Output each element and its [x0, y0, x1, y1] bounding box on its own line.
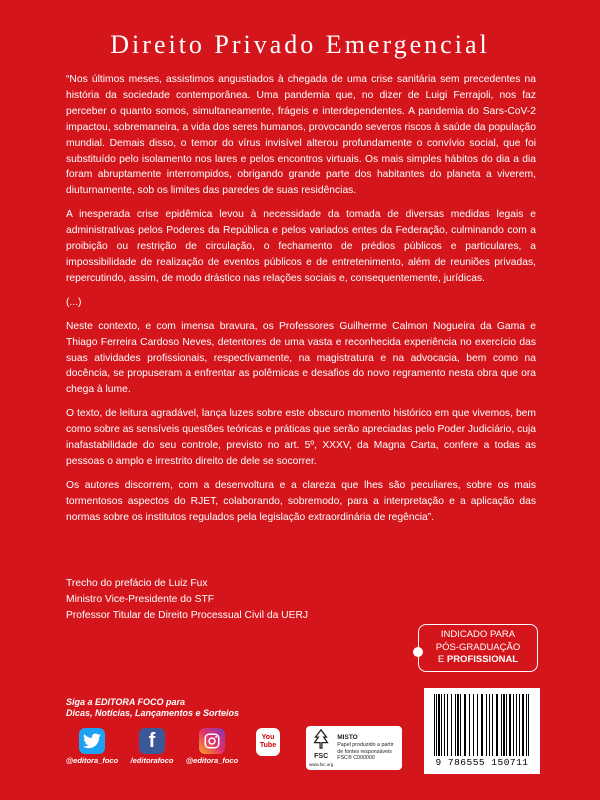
barcode-bar: [516, 694, 517, 756]
isbn-number: 9 786555 150711: [435, 757, 529, 768]
twitter-handle[interactable]: @editora_foco: [65, 756, 119, 765]
barcode-bar: [434, 694, 435, 756]
barcode-bar: [441, 694, 442, 756]
blurb-paragraph: Os autores discorrem, com a desenvoltura e a clareza que lhes são peculiares, sobre os mais tormentosos aspectos do RJET, colaborando, sobremodo, para a interpretação e a aplicação das normas sobre os institutos regulados pela legislação extraordinária de regência”.: [66, 479, 536, 523]
isbn-barcode: [424, 688, 540, 774]
barcode-bar: [436, 694, 437, 756]
blurb-paragraph: (...): [66, 296, 82, 308]
social-promo: [66, 697, 239, 719]
barcode-bar: [473, 694, 474, 756]
fsc-code: FSC® C000000: [337, 755, 375, 761]
instagram-handle[interactable]: @editora_foco: [185, 756, 239, 765]
blurb-paragraph: A inesperada crise epidêmica levou à necessidade da tomada de diversas medidas legais e administrativas pelos Poderes da República e pelos variados entes da Federação, culminando com a proibição ou restrição de circulação, o fechamento de prédios públicos e particulares, a impossibilidade de realização de eventos públicos e de entretenimento, além de reuniões privadas, repercutindo, assim, de modo drástico nas relações sociais e, consequentemente, jurídicas.: [66, 209, 536, 284]
barcode-bar: [509, 694, 511, 756]
barcode-bar: [489, 694, 490, 756]
audience-badge: [418, 624, 538, 672]
barcode-bar: [444, 694, 445, 756]
barcode-bar: [526, 694, 527, 756]
social-promo-line: Dicas, Notícias, Lançamentos e Sorteios: [66, 708, 240, 718]
fsc-label: [333, 735, 399, 762]
barcode-bar: [477, 694, 478, 756]
social-twitter[interactable]: [65, 728, 119, 765]
blurb-paragraph: O texto, de leitura agradável, lança luzes sobre este obscuro momento histórico em que vivemos, bem como sobre as sensíveis questões teóricas e práticas que serão apreciadas pelo Poder Judiciário, cuja inafastabilidade do seu controle, previsto no art. 5º, XXXV, da Magna Carta, confere a todas as pessoas o amplo e irrestrito direito de dele se socorrer.: [66, 408, 536, 467]
barcode-bar: [455, 694, 456, 756]
youtube-label: You Tube: [259, 734, 277, 749]
badge-line: E PROFISSIONAL: [437, 654, 519, 665]
fsc-certification: [306, 726, 402, 770]
barcode-bars: [430, 694, 534, 756]
barcode-bar: [447, 694, 448, 756]
badge-line: INDICADO PARA: [440, 629, 516, 640]
fsc-logo-text: FSC: [314, 752, 329, 760]
fsc-site: www.fsc.org: [309, 761, 334, 767]
blurb-paragraph: Neste contexto, e com imensa bravura, os Professores Guilherme Calmon Nogueira da Gama e Thiago Ferreira Cardoso Neves, detentores de uma vasta e reconhecida experiência no exercício das suas atividades profissionais, respectivamente, na magistratura e na advocacia, bem como na docência, se propuseram a enfrentar as polêmicas e desafios do novo regramento nesta obra que ora chega à lume.: [66, 320, 536, 396]
badge-hole: [413, 647, 423, 657]
barcode-bar: [496, 694, 498, 756]
tree-checkmark-icon: [310, 728, 332, 750]
preface-credits: [66, 576, 308, 624]
fsc-text: Papel produzido a partir de fontes responsáveis: [337, 742, 394, 755]
youtube-icon[interactable]: [256, 728, 280, 756]
social-promo-line: Siga a EDITORA FOCO para: [66, 697, 186, 707]
twitter-icon[interactable]: [79, 728, 105, 754]
barcode-bar: [506, 694, 507, 756]
social-facebook[interactable]: [130, 728, 174, 765]
barcode-bar: [438, 694, 440, 756]
fsc-logo: [309, 728, 333, 769]
barcode-bar: [469, 694, 470, 756]
badge-line: PÓS-GRADUAÇÃO: [435, 641, 521, 653]
credit-line: Trecho do prefácio de Luiz Fux: [66, 578, 208, 589]
fsc-heading: MISTO: [337, 733, 358, 741]
facebook-handle[interactable]: /editorafoco: [130, 756, 174, 765]
barcode-bar: [522, 694, 524, 756]
facebook-icon[interactable]: f: [139, 728, 165, 754]
barcode-bar: [513, 694, 514, 756]
social-youtube[interactable]: [250, 728, 286, 756]
barcode-bar: [501, 694, 502, 756]
blurb-text: [66, 72, 536, 534]
barcode-bar: [451, 694, 452, 756]
barcode-bar: [481, 694, 483, 756]
barcode-bar: [528, 694, 529, 756]
barcode-bar: [460, 694, 461, 756]
book-title: Direito Privado Emergencial: [110, 30, 490, 59]
barcode-bar: [486, 694, 487, 756]
barcode-bar: [492, 694, 493, 756]
instagram-icon[interactable]: [199, 728, 225, 754]
barcode-bar: [503, 694, 505, 756]
barcode-bar: [519, 694, 520, 756]
barcode-bar: [457, 694, 459, 756]
social-instagram[interactable]: [185, 728, 239, 765]
credit-line: Ministro Vice-Presidente do STF: [66, 593, 215, 605]
barcode-bar: [464, 694, 466, 756]
credit-line: Professor Titular de Direito Processual Civil da UERJ: [66, 609, 309, 621]
blurb-paragraph: “Nos últimos meses, assistimos angustiados à chegada de uma crise sanitária sem precedentes na história da sociedade contemporânea. Uma pandemia que, no dizer de Luigi Ferrajoli, nos faz perceber o quanto somos, simultaneamente, frágeis e interdependentes. A pandemia do Sars-CoV-2 impactou, sobremaneira, a vida dos seres humanos, provocando severos riscos à saúde da população mundial. Demais disso, o temor do vírus invisível alterou profundamente o convívio social, que foi substituído pelo isolamento nos lares e pelos encontros virtuais. Os mais simples hábitos do dia a dia foram abruptamente interrompidos, obrigando grande parte dos habitantes do planeta a viverem, diuturnamente, sob os limites das paredes de suas residências.: [66, 74, 536, 197]
